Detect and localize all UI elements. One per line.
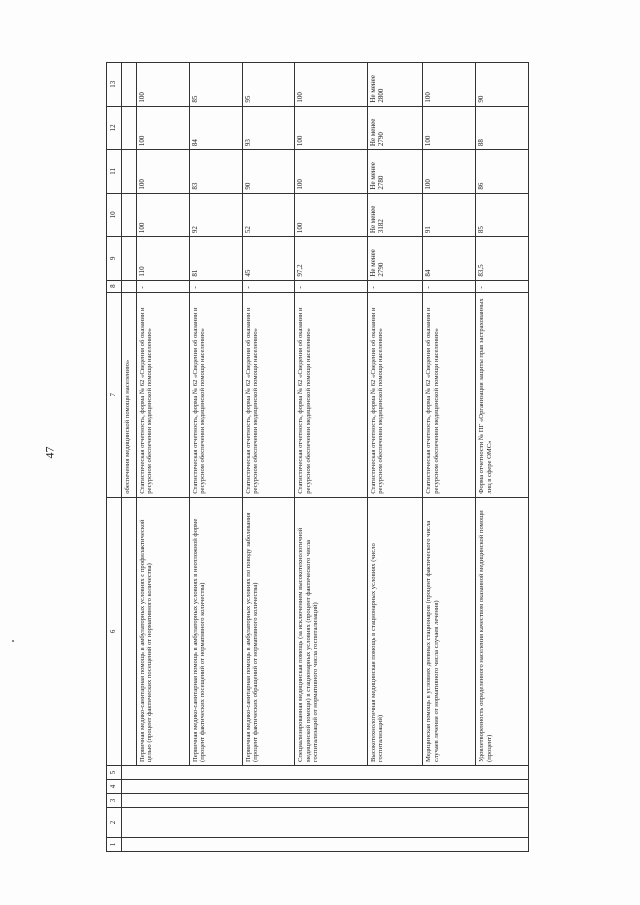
cell-col2 — [122, 808, 529, 838]
cell-empty — [122, 497, 137, 765]
cell-c10: 85 — [476, 193, 529, 237]
cell-c9: 45 — [242, 237, 295, 281]
cell-c8: - — [368, 280, 423, 292]
indicator-name: Первичная медико-санитарная помощь в амбулаторных условиях по поводу заболевания (процент фактических обращений от нормативного количества) — [242, 497, 295, 765]
cell-c13: 100 — [295, 63, 368, 107]
col-header-10: 10 — [107, 193, 122, 237]
table-row — [476, 63, 529, 852]
col-header-13: 13 — [107, 63, 122, 107]
cell-c10: 91 — [423, 193, 476, 237]
cell-c10: 52 — [242, 193, 295, 237]
cell-c9: 110 — [137, 237, 190, 281]
cell-c12: 93 — [242, 106, 295, 150]
cell-c10: Не менее 3182 — [368, 193, 423, 237]
cell-c9: Не менее 2790 — [368, 237, 423, 281]
col-header-4: 4 — [107, 780, 122, 794]
indicator-source: Статистическая отчетность, форма № 62 «Сведения об оказании и ресурсном обеспечении медицинской помощи населению» — [137, 292, 190, 497]
cell-col4 — [122, 780, 529, 794]
col-header-3: 3 — [107, 794, 122, 808]
cell-c11: 100 — [137, 150, 190, 194]
indicator-source: Статистическая отчетность, форма № 62 «Сведения об оказании и ресурсном обеспечении медицинской помощи населению» — [423, 292, 476, 497]
cell-c8: - — [242, 280, 295, 292]
cell-col1 — [122, 838, 529, 852]
cell-c10: 92 — [189, 193, 242, 237]
cell-c11: 83 — [189, 150, 242, 194]
cell-c12: 88 — [476, 106, 529, 150]
indicator-name: Первичная медико-санитарная помощь в амбулаторных условиях в неотложной форме (процент фактических посещений от нормативного количества) — [189, 497, 242, 765]
col-header-7: 7 — [107, 292, 122, 497]
indicator-name: Специализированная медицинская помощь (за исключением высокотехнологичной медицинской помощи) в стационарных условиях (процент фактического числа госпитализаций от нормативного числа госпитализаций) — [295, 497, 368, 765]
cell-c8: - — [476, 280, 529, 292]
cell-c12: Не менее 2790 — [368, 106, 423, 150]
cell-c8: - — [189, 280, 242, 292]
cell-c13: Не менее 2800 — [368, 63, 423, 107]
indicator-name: Высокотехнологичная медицинская помощь в стационарных условиях (число госпитализаций) — [368, 497, 423, 765]
table-row — [295, 63, 368, 852]
cell-c11: 90 — [242, 150, 295, 194]
col-header-12: 12 — [107, 106, 122, 150]
cell-c13: 95 — [242, 63, 295, 107]
page-number: 47 — [42, 446, 57, 459]
indicator-source: Форма отчетности № ПГ «Организация защиты прав застрахованных лиц в сфере ОМС» — [476, 292, 529, 497]
indicator-source: Статистическая отчетность, форма № 62 «Сведения об оказании и ресурсном обеспечении медицинской помощи населению» — [295, 292, 368, 497]
cell-c13: 85 — [189, 63, 242, 107]
indicators-table — [106, 62, 529, 852]
col-header-5: 5 — [107, 766, 122, 780]
col-header-8: 8 — [107, 280, 122, 292]
cell-continuation-text: обеспечения медицинской помощи населению» — [122, 292, 137, 497]
continuation-row — [122, 63, 137, 852]
scan-speck — [12, 640, 14, 642]
col-header-9: 9 — [107, 237, 122, 281]
table-row — [189, 63, 242, 852]
table-row — [137, 63, 190, 852]
cell-c13: 100 — [423, 63, 476, 107]
cell-c9: 83,5 — [476, 237, 529, 281]
cell-c10: 100 — [295, 193, 368, 237]
table-row — [368, 63, 423, 852]
cell-c13: 100 — [137, 63, 190, 107]
cell-c8: - — [137, 280, 190, 292]
col-header-2: 2 — [107, 808, 122, 838]
cell-c9: 81 — [189, 237, 242, 281]
cell-c11: 86 — [476, 150, 529, 194]
indicator-name: Удовлетворенность определенного населения качеством оказанной медицинской помощи (процент) — [476, 497, 529, 765]
cell-c12: 100 — [137, 106, 190, 150]
table-row — [242, 63, 295, 852]
cell-c11: 100 — [423, 150, 476, 194]
cell-c8: - — [423, 280, 476, 292]
cell-c12: 100 — [423, 106, 476, 150]
indicator-source: Статистическая отчетность, форма № 62 «Сведения об оказании и ресурсном обеспечении медицинской помощи населению» — [242, 292, 295, 497]
cell-c10: 100 — [137, 193, 190, 237]
rotated-table-wrapper — [106, 62, 529, 852]
cell-c9: 97,2 — [295, 237, 368, 281]
cell-c12: 100 — [295, 106, 368, 150]
indicator-source: Статистическая отчетность, форма № 62 «Сведения об оказании и ресурсном обеспечении медицинской помощи населению» — [189, 292, 242, 497]
col-header-11: 11 — [107, 150, 122, 194]
cell-c8: - — [295, 280, 368, 292]
cell-c11: Не менее 2780 — [368, 150, 423, 194]
indicator-name: Первичная медико-санитарная помощь в амбулаторных условиях с профилактической целью (процент фактических посещений от нормативного количества) — [137, 497, 190, 765]
cell-c11: 100 — [295, 150, 368, 194]
cell-c9: 84 — [423, 237, 476, 281]
indicator-source: Статистическая отчетность, форма № 62 «Сведения об оказании и ресурсном обеспечении медицинской помощи населению» — [368, 292, 423, 497]
indicator-name: Медицинская помощь в условиях дневных стационаров (процент фактического числа случаев лечения от нормативного числа случаев лечения) — [423, 497, 476, 765]
header-row — [107, 63, 122, 852]
table-row — [423, 63, 476, 852]
col-header-6: 6 — [107, 497, 122, 765]
cell-c12: 84 — [189, 106, 242, 150]
cell-col5 — [122, 766, 529, 780]
cell-c13: 90 — [476, 63, 529, 107]
col-header-1: 1 — [107, 838, 122, 852]
cell-col3 — [122, 794, 529, 808]
